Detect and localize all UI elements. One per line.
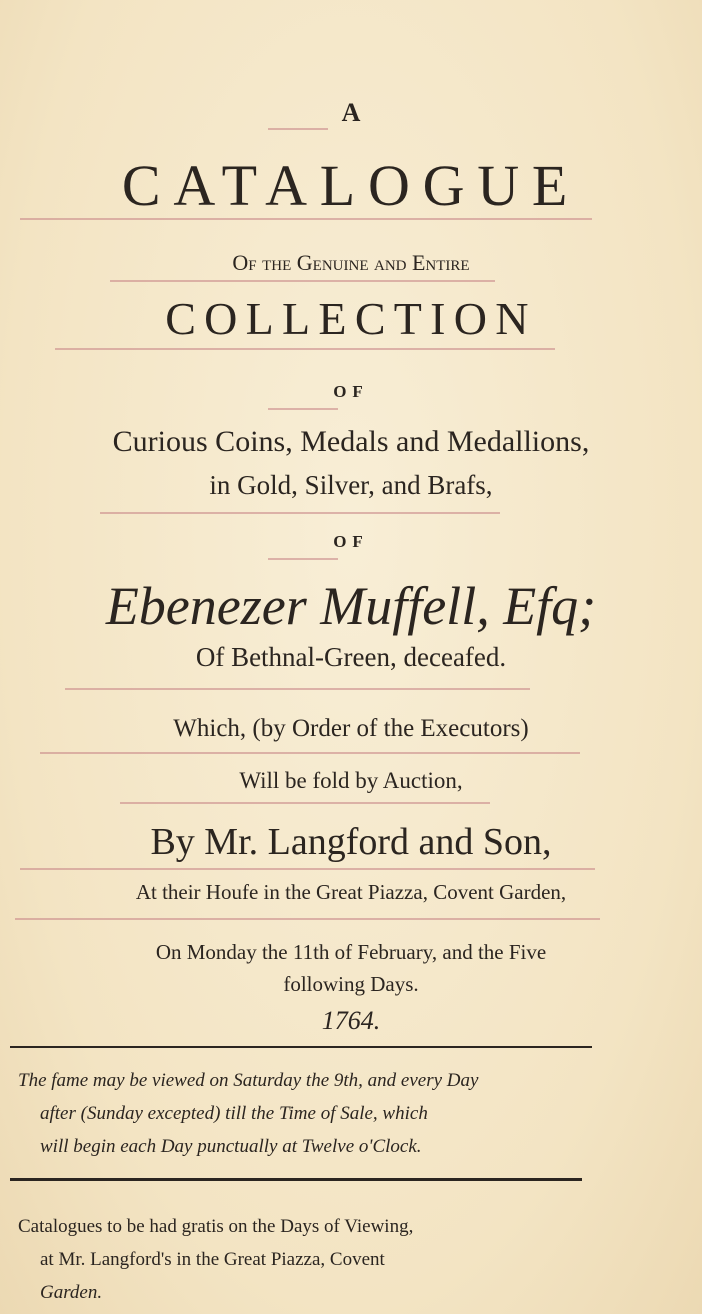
order-line: Which, (by Order of the Executors): [173, 715, 529, 742]
rule-under-a: [268, 128, 328, 130]
catalogues-line-2: at Mr. Langford's in the Great Piazza, Covent: [40, 1249, 385, 1270]
owner-place: Of Bethnal-Green, deceafed.: [195, 642, 507, 672]
rule-under-of-2: [268, 558, 338, 560]
catalogues-line-3: Garden.: [40, 1282, 103, 1303]
of-line-2: OF: [333, 532, 369, 551]
viewing-line-3: will begin each Day punctually at Twelve o'Clock.: [40, 1136, 422, 1157]
owner-name: Ebenezer Muffell, Efq;: [105, 576, 597, 636]
of-line-1: OF: [333, 382, 369, 401]
rule-under-order: [40, 752, 580, 754]
days-line: following Days.: [283, 972, 419, 996]
rule-under-venue: [15, 918, 600, 920]
rule-under-collection: [55, 348, 555, 350]
rule-under-genuine: [110, 280, 495, 282]
genuine-entire-line: Of the Genuine and Entire: [232, 250, 470, 275]
bottom-divider: [10, 1178, 582, 1181]
rule-under-metals: [100, 512, 500, 514]
rule-under-auction: [120, 802, 490, 804]
viewing-line-2: after (Sunday excepted) till the Time of Sale, which: [40, 1103, 428, 1124]
metals-line: in Gold, Silver, and Brafs,: [209, 470, 493, 500]
rule-under-catalogue: [20, 218, 592, 220]
top-divider: [10, 1046, 592, 1048]
article-a: A: [341, 98, 361, 127]
viewing-notice: [18, 1064, 588, 1163]
collection-heading: COLLECTION: [165, 293, 537, 344]
catalogue-heading: CATALOGUE: [121, 153, 581, 218]
viewing-line-1: The fame may be viewed on Saturday the 9th, and every Day: [18, 1070, 479, 1091]
rule-under-auctioneer: [20, 868, 595, 870]
rule-under-of-1: [268, 408, 338, 410]
catalogues-notice: [18, 1210, 588, 1309]
date-line: On Monday the 11th of February, and the Five: [155, 940, 547, 964]
auctioneer-line: By Mr. Langford and Son,: [150, 821, 552, 863]
venue-line: At their Houfe in the Great Piazza, Covent Garden,: [135, 880, 567, 904]
catalogues-line-1: Catalogues to be had gratis on the Days of Viewing,: [18, 1216, 414, 1237]
year-line: 1764.: [321, 1006, 381, 1035]
coins-line: Curious Coins, Medals and Medallions,: [112, 425, 590, 458]
auction-line: Will be fold by Auction,: [239, 768, 463, 793]
rule-under-owner: [65, 688, 530, 690]
